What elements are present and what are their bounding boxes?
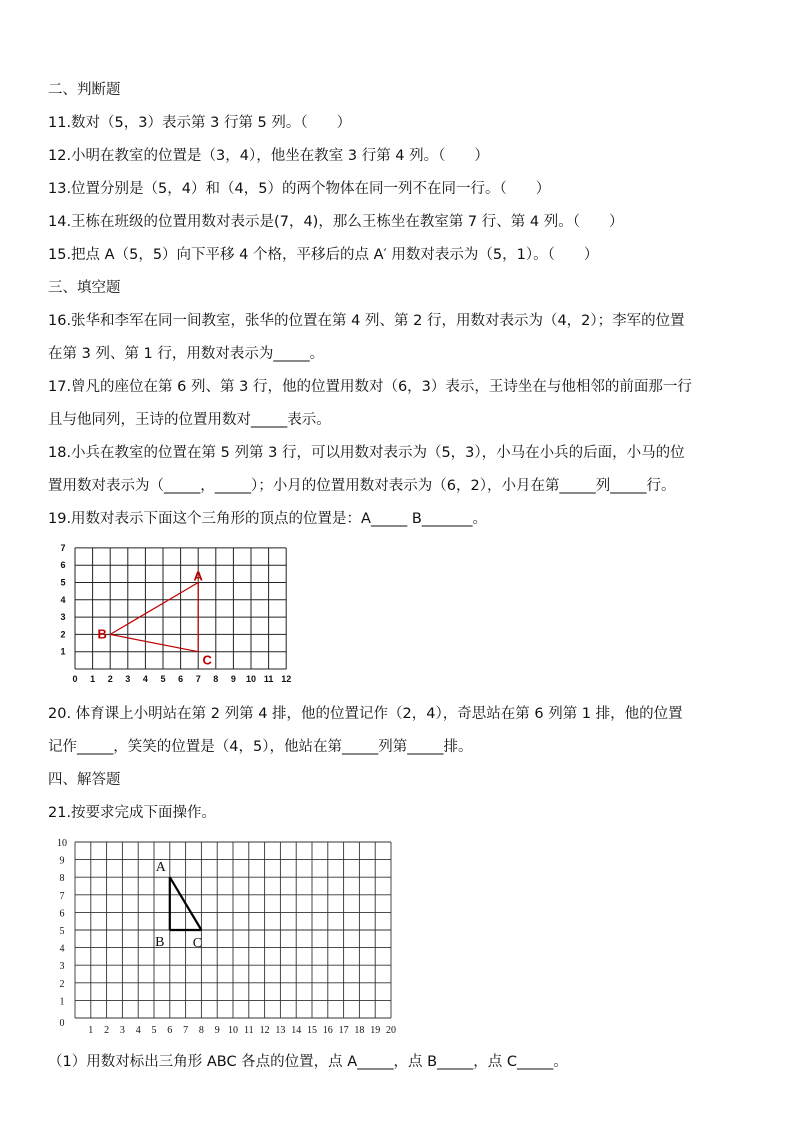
question-19: 19.用数对表示下面这个三角形的顶点的位置是：A_____ B_______。 xyxy=(48,511,488,527)
question-16-line-2: 在第 3 列、第 1 行，用数对表示为_____。 xyxy=(48,346,325,362)
y-tick-label: 3 xyxy=(60,612,66,623)
vertex-label-a: A xyxy=(193,568,203,584)
question-12: 12.小明在教室的位置是（3，4），他坐在教室 3 行第 4 列。（ ） xyxy=(48,148,489,164)
x-tick-label: 8 xyxy=(198,1025,204,1036)
y-tick-label: 7 xyxy=(59,890,65,902)
question-17-line-2: 且与他同列，王诗的位置用数对_____表示。 xyxy=(48,412,331,428)
y-tick-label: 5 xyxy=(59,926,65,937)
question-11: 11.数对（5，3）表示第 3 行第 5 列。（ ） xyxy=(48,115,352,131)
x-tick-label: 19 xyxy=(370,1025,381,1036)
question-13: 13.位置分别是（5，4）和（4，5）的两个物体在同一列不在同一行。（ ） xyxy=(48,181,551,197)
triangle-side-ab xyxy=(110,583,198,635)
x-tick-label: 13 xyxy=(275,1025,286,1036)
x-tick-label: 6 xyxy=(178,674,184,684)
x-tick-label: 9 xyxy=(230,674,236,684)
x-tick-label: 2 xyxy=(104,1025,110,1036)
x-tick-label: 5 xyxy=(151,1025,157,1036)
x-tick-label: 10 xyxy=(228,1025,238,1036)
x-tick-label: 4 xyxy=(142,674,148,684)
question-15: 15.把点 A（5，5）向下平移 4 个格，平移后的点 A′ 用数对表示为（5，1）。（ ） xyxy=(48,247,599,263)
x-tick-label: 1 xyxy=(90,674,96,684)
question-21: 21.按要求完成下面操作。 xyxy=(48,805,217,821)
x-tick-label: 17 xyxy=(338,1025,349,1036)
x-tick-label: 15 xyxy=(307,1025,317,1036)
section-3-heading: 三、填空题 xyxy=(48,280,121,296)
section-2-heading: 二、判断题 xyxy=(48,82,121,98)
question-17-line-1: 17.曾凡的座位在第 6 列、第 3 行，他的位置用数对（6，3）表示，王诗坐在与他相邻的前面那一行 xyxy=(48,379,692,395)
y-tick-label: 1 xyxy=(59,996,65,1008)
y-tick-label: 8 xyxy=(59,873,65,885)
question-20-line-2: 记作_____，笑笑的位置是（4，5），他站在第_____列第_____排。 xyxy=(48,739,473,755)
figure-1-grid xyxy=(52,540,292,688)
x-tick-label: 11 xyxy=(243,1025,254,1036)
x-tick-label: 4 xyxy=(135,1025,141,1036)
x-tick-label: 1 xyxy=(88,1025,94,1036)
y-tick-label: 3 xyxy=(59,961,65,973)
x-tick-label: 5 xyxy=(160,674,166,684)
question-18-line-1: 18.小兵在教室的位置在第 5 列第 3 行，可以用数对表示为（5，3），小马在小兵的后面，小马的位 xyxy=(48,445,685,461)
y-tick-label: 2 xyxy=(60,629,66,640)
y-tick-label: 6 xyxy=(60,560,66,571)
x-tick-label: 14 xyxy=(291,1025,302,1036)
y-tick-label: 5 xyxy=(60,577,66,588)
x-tick-label: 8 xyxy=(213,674,219,684)
y-tick-label: 4 xyxy=(60,594,66,605)
question-21-part-1: （1）用数对标出三角形 ABC 各点的位置，点 A_____，点 B_____，点 C_____。 xyxy=(48,1054,568,1070)
x-tick-label: 11 xyxy=(263,674,274,684)
x-tick-label: 3 xyxy=(119,1025,125,1036)
vertex-label-b: B xyxy=(155,935,165,950)
triangle-side-bc xyxy=(110,634,198,651)
y-tick-label: 1 xyxy=(60,646,66,657)
question-14: 14.王栋在班级的位置用数对表示是(7，4)，那么王栋坐在教室第 7 行、第 4 列。（ ） xyxy=(48,214,624,230)
x-tick-label: 3 xyxy=(125,674,131,684)
x-tick-label: 7 xyxy=(195,674,201,684)
y-tick-label: 4 xyxy=(59,943,65,955)
x-tick-label: 20 xyxy=(386,1025,396,1036)
origin-label: 0 xyxy=(59,1018,65,1029)
y-tick-label: 2 xyxy=(59,978,65,990)
x-tick-label: 9 xyxy=(214,1025,220,1036)
x-tick-label: 12 xyxy=(281,674,292,684)
x-tick-label: 16 xyxy=(322,1025,333,1036)
x-tick-label: 10 xyxy=(245,674,257,684)
question-18-line-2: 置用数对表示为（_____，_____）；小月的位置用数对表示为（6，2），小月在第_____列_____行。 xyxy=(48,478,676,494)
question-20-line-1: 20. 体育课上小明站在第 2 列第 4 排，他的位置记作（2，4），奇思站在第 6 列第 1 排，他的位置 xyxy=(48,706,683,722)
x-tick-label: 18 xyxy=(354,1025,365,1036)
x-tick-label: 0 xyxy=(72,674,78,684)
vertex-label-c: C xyxy=(202,652,212,668)
question-16-line-1: 16.张华和李军在同一间教室，张华的位置在第 4 列、第 2 行，用数对表示为（4，2）；李军的位置 xyxy=(48,313,685,329)
y-tick-label: 7 xyxy=(60,542,66,553)
y-tick-label: 10 xyxy=(57,838,67,849)
x-tick-label: 2 xyxy=(107,674,113,684)
section-4-heading: 四、解答题 xyxy=(48,772,121,788)
x-tick-label: 7 xyxy=(183,1025,189,1036)
x-tick-label: 6 xyxy=(167,1025,173,1036)
y-tick-label: 9 xyxy=(59,855,65,867)
vertex-label-b: B xyxy=(97,626,107,642)
y-tick-label: 6 xyxy=(59,908,65,920)
vertex-label-a: A xyxy=(155,860,166,876)
figure-2-grid xyxy=(52,830,412,1038)
x-tick-label: 12 xyxy=(259,1025,270,1036)
vertex-label-c: C xyxy=(192,936,203,951)
